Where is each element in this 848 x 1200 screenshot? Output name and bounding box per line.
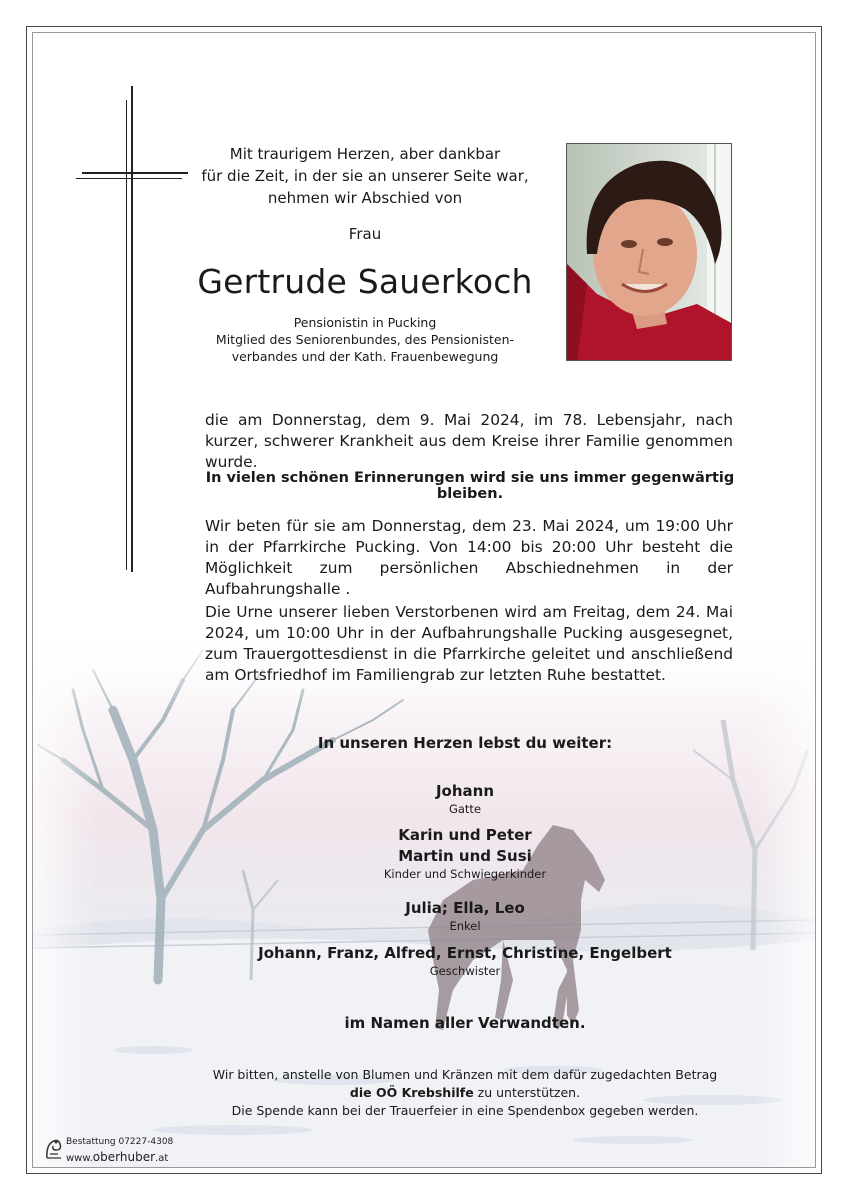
funeral-home-logo xyxy=(44,1136,184,1166)
family-relation: Kinder und Schwiegerkinder xyxy=(383,867,547,881)
family-group-grandchildren xyxy=(200,898,730,934)
role-line-3: verbandes und der Kath. Frauenbewegung xyxy=(231,349,499,364)
funeral-home-phone: Bestattung 07227-4308 xyxy=(66,1137,174,1147)
intro-line-2: für die Zeit, in der sie an unserer Seite war, xyxy=(201,167,529,185)
donation-line-3: Die Spende kann bei der Trauerfeier in eine Spendenbox gegeben werden. xyxy=(231,1103,699,1118)
closing-line: im Namen aller Verwandten. xyxy=(344,1014,586,1032)
donation-request xyxy=(150,1066,780,1120)
cross-vertical-shadow xyxy=(126,100,127,570)
donation-line-2-suffix: zu unterstützen. xyxy=(473,1085,581,1100)
memory-line: In vielen schönen Erinnerungen wird sie uns immer gegenwärtig bleiben. xyxy=(205,470,735,502)
website-prefix: www. xyxy=(66,1153,93,1164)
death-notice-paragraph: die am Donnerstag, dem 9. Mai 2024, im 78. Lebensjahr, nach kurzer, schwerer Krankheit aus dem Kreise ihrer Familie genommen wurde. xyxy=(205,411,733,471)
role-line-1: Pensionistin in Pucking xyxy=(293,315,437,330)
deceased-name: Gertrude Sauerkoch xyxy=(197,262,533,301)
family-relation: Enkel xyxy=(449,919,481,933)
family-names: Karin und Peter xyxy=(398,826,532,844)
family-group-children xyxy=(200,825,730,882)
family-names: Johann xyxy=(435,782,495,800)
family-group-siblings xyxy=(200,943,730,979)
salutation: Frau xyxy=(348,225,382,243)
cross-horizontal-bar xyxy=(82,172,188,174)
family-relation: Geschwister xyxy=(429,964,501,978)
role-line-2: Mitglied des Seniorenbundes, des Pensionisten- xyxy=(215,332,515,347)
family-names: Julia; Ella, Leo xyxy=(405,899,525,917)
donation-line-1: Wir bitten, anstelle von Blumen und Kränzen mit dem dafür zugedachten Betrag xyxy=(212,1067,718,1082)
intro-line-1: Mit traurigem Herzen, aber dankbar xyxy=(229,145,501,163)
deceased-roles xyxy=(185,314,545,365)
family-relation: Gatte xyxy=(448,802,482,816)
website-suffix: .at xyxy=(155,1153,169,1164)
prayer-paragraph: Wir beten für sie am Donnerstag, dem 23. Mai 2024, um 19:00 Uhr in der Pfarrkirche Pucking. Von 14:00 bis 20:00 Uhr besteht die Möglichkeit zum persönlichen Abschiednehmen in der Aufbahrungshalle . xyxy=(205,517,733,598)
heart-line: In unseren Herzen lebst du weiter: xyxy=(317,734,613,752)
burial-paragraph: Die Urne unserer lieben Verstorbenen wird am Freitag, dem 24. Mai 2024, um 10:00 Uhr in der Aufbahrungshalle Pucking ausgesegnet, zum Trauergottesdienst in die Pfarrkirche geleitet und anschließend am Ortsfriedhof im Familiengrab zur letzten Ruhe bestattet. xyxy=(205,603,733,684)
cross-horizontal-shadow xyxy=(76,178,182,179)
family-names: Johann, Franz, Alfred, Ernst, Christine, Engelbert xyxy=(258,944,672,962)
intro-line-3: nehmen wir Abschied von xyxy=(267,189,463,207)
website-brand: oberhuber xyxy=(92,1150,156,1164)
family-names: Martin und Susi xyxy=(398,847,532,865)
portrait-photo xyxy=(566,143,732,361)
charity-name: die OÖ Krebshilfe xyxy=(349,1085,474,1100)
funeral-home-website[interactable] xyxy=(66,1150,168,1164)
donation-line-2 xyxy=(150,1084,780,1102)
cross-vertical-bar xyxy=(131,86,133,572)
oberhuber-logo-icon xyxy=(44,1136,64,1162)
intro-text xyxy=(195,143,535,209)
family-group-spouse xyxy=(200,781,730,817)
